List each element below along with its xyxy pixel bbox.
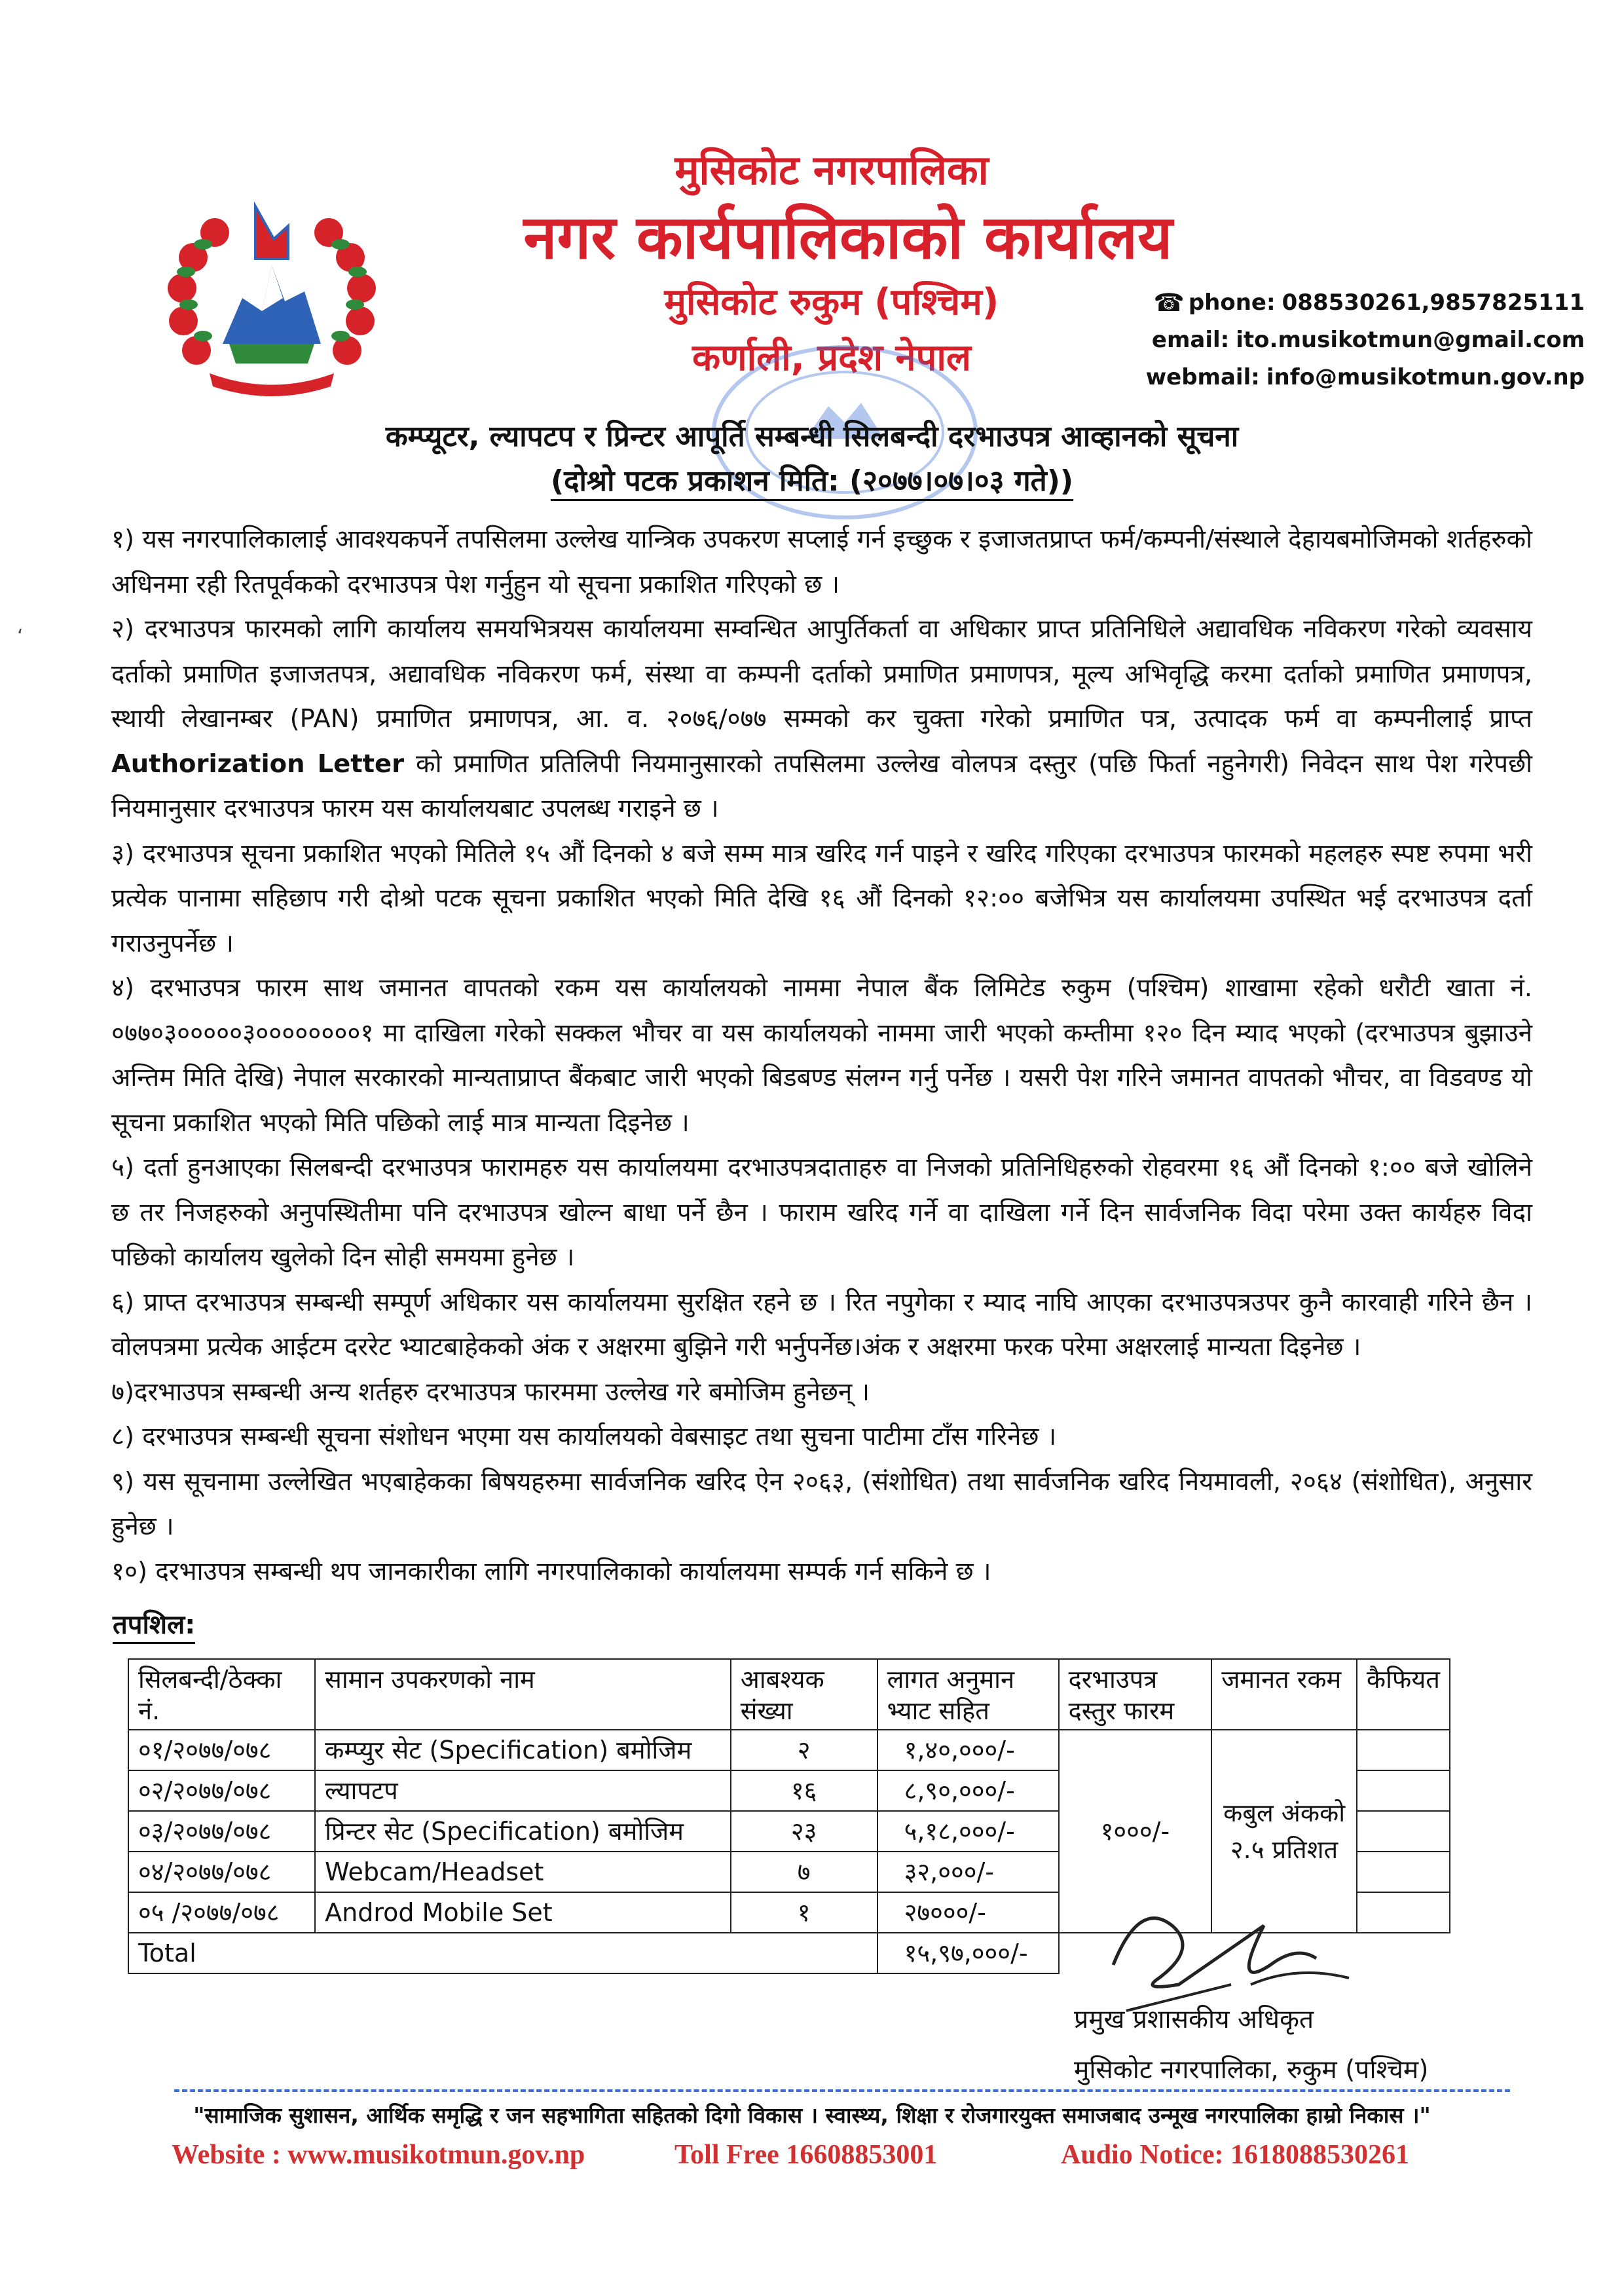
province-country: कर्णाली, प्रदेश नेपाल bbox=[692, 337, 971, 379]
clause-text: दरभाउपत्र फारमको लागि कार्यालय समयभित्रयस कार्यालयमा सम्वन्धित आपुर्तिकर्ता वा अधिकार प्राप्त प्रतिनिधिले अद्यावधिक नविकरण गरेको व्यवसाय दर्ताको प्रमाणित इजाजतपत्र, अद्यावधिक नविकरण फर्म, संस्था वा कम्पनी दर्ताको प्रमाणित प्रमाणपत्र, मूल्य अभिवृद्धि करमा दर्ताको प्रमाणित प्रमाणपत्र, स्थायी लेखानम्बर (PAN) प्रमाणित प्रमाणपत्र, आ. व. २०७६/०७७ सम्मको कर चुक्ता गरेको प्रमाणित पत्र, उत्पादक फर्म वा कम्पनीलाई प्राप्त bbox=[111, 614, 1532, 734]
remarks-cell bbox=[1357, 1811, 1450, 1852]
clause-text: दर्ता हुनआएका सिलबन्दी दरभाउपत्र फारामहरु यस कार्यालयमा दरभाउपत्रदाताहरु वा निजको प्रतिनिधिहरुको रोहवरमा १६ औं दिनको १:०० बजे खोलिने छ तर निजहरुको अनुपस्थितीमा पनि दरभाउपत्र खोल्न बाधा पर्ने छैन । फाराम खरिद गर्ने वा दाखिला गर्ने दिन सार्वजनिक विदा परेमा उक्त कार्यहरु विदा पछिको कार्यालय खुलेको दिन सोही समयमा हुनेछ । bbox=[111, 1153, 1532, 1272]
col-header-quantity: आबश्यक संख्या bbox=[731, 1659, 877, 1730]
telephone-icon: ☎ bbox=[1153, 288, 1185, 317]
signatory-office: मुसिकोट नगरपालिका, रुकुम (पश्चिम) bbox=[1074, 2055, 1429, 2085]
quantity-cell: ७ bbox=[731, 1852, 877, 1892]
clause bbox=[111, 517, 1532, 607]
item-name-cell: ल्यापटप bbox=[315, 1770, 731, 1811]
notice-clauses bbox=[111, 517, 1532, 1594]
schedule-label: तपशिल: bbox=[113, 1608, 195, 1644]
clause-text: दरभाउपत्र सूचना प्रकाशित भएको मितिले १५ औं दिनको ४ बजे सम्म मात्र खरिद गर्न पाइने र खरिद गरिएका दरभाउपत्र फारमको महलहरु स्पष्ट रुपमा भरी प्रत्येक पानामा सहिछाप गरी दोश्रो पटक सूचना प्रकाशित भएको मिति देखि १६ औं दिनको १२:०० बजेभित्र यस कार्यालयमा उपस्थित भई दरभाउपत्र दर्ता गराउनुपर्नेछ । bbox=[111, 838, 1532, 958]
clause-number: ४) bbox=[111, 973, 135, 1003]
clause-text: दरभाउपत्र सम्बन्धी अन्य शर्तहरु दरभाउपत्र फारममा उल्लेख गरे बमोजिम हुनेछन् । bbox=[134, 1377, 870, 1407]
footer-website: Website : www.musikotmun.gov.np bbox=[172, 2140, 585, 2170]
phone-label: phone: bbox=[1188, 289, 1276, 316]
item-name-cell: प्रिन्टर सेट (Specification) बमोजिम bbox=[315, 1811, 731, 1852]
col-header-cost-estimate: लागत अनुमान भ्याट सहित bbox=[877, 1659, 1059, 1730]
footer-toll-free: Toll Free 16608853001 bbox=[674, 2140, 938, 2170]
municipality-name: मुसिकोट नगरपालिका bbox=[674, 146, 989, 194]
notice-heading: कम्प्यूटर, ल्यापटप र प्रिन्टर आपूर्ति सम्बन्धी सिलबन्दी दरभाउपत्र आव्हानको सूचना bbox=[385, 420, 1239, 453]
nepal-emblem-icon bbox=[157, 187, 386, 403]
table-row bbox=[128, 1730, 1450, 1770]
clause bbox=[111, 1370, 1532, 1415]
clause-text: दरभाउपत्र फारम साथ जमानत वापतको रकम यस कार्यालयको नाममा नेपाल बैंक लिमिटेड रुकुम (पश्चिम) शाखामा रहेको धरौटी खाता नं. ०७७०३०००००३००००००००१ मा दाखिला गरेको सक्कल भौचर वा यस कार्यालयको नाममा जारी भएको कम्तीमा १२० दिन म्याद भएको (दरभाउपत्र बुझाउने अन्तिम मिति देखि) नेपाल सरकारको मान्यताप्राप्त बैंकबाट जारी भएको बिडबण्ड संलग्न गर्नु पर्नेछ । यसरी पेश गरिने जमानत वापतको भौचर, वा विडवण्ड यो सूचना प्रकाशित भएको मिति पछिको लाई मात्र मान्यता दिइनेछ । bbox=[111, 973, 1532, 1138]
tender-no-cell: ०१/२०७७/०७८ bbox=[128, 1730, 315, 1770]
phone-value: 088530261,9857825111 bbox=[1282, 289, 1585, 316]
cost-cell: ३२,०००/- bbox=[877, 1852, 1059, 1892]
handwritten-signature bbox=[1100, 1886, 1375, 2017]
email-line bbox=[1087, 326, 1585, 354]
clause-text: यस सूचनामा उल्लेखित भएबाहेकका बिषयहरुमा सार्वजनिक खरिद ऐन २०६३, (संशोधित) तथा सार्वजनिक खरिद नियमावली, २०६४ (संशोधित), अनुसार हुनेछ । bbox=[111, 1466, 1532, 1541]
clause bbox=[111, 832, 1532, 967]
clause-number: ८) bbox=[111, 1422, 135, 1451]
remarks-cell bbox=[1357, 1770, 1450, 1811]
clause bbox=[111, 966, 1532, 1146]
clause bbox=[111, 1146, 1532, 1280]
quantity-cell: १ bbox=[731, 1892, 877, 1933]
office-location: मुसिकोट रुकुम (पश्चिम) bbox=[664, 281, 999, 324]
total-value-cell: १५,९७,०००/- bbox=[877, 1933, 1059, 1973]
clause bbox=[111, 607, 1532, 832]
table-header-row bbox=[128, 1659, 1450, 1730]
office-name: नगर कार्यपालिकाको कार्यालय bbox=[523, 202, 1173, 272]
item-name-cell: Webcam/Headset bbox=[315, 1852, 731, 1892]
footer-audio-notice: Audio Notice: 1618088530261 bbox=[1061, 2140, 1409, 2170]
cost-cell: २७०००/- bbox=[877, 1892, 1059, 1933]
form-fee-cell: १०००/- bbox=[1059, 1730, 1212, 1933]
clause-number: ९) bbox=[111, 1466, 135, 1497]
tender-no-cell: ०२/२०७७/०७८ bbox=[128, 1770, 315, 1811]
clause-text: दरभाउपत्र सम्बन्धी सूचना संशोधन भएमा यस कार्यालयको वेबसाइट तथा सुचना पाटीमा टाँस गरिनेछ । bbox=[142, 1422, 1057, 1451]
tender-no-cell: ०३/२०७७/०७८ bbox=[128, 1811, 315, 1852]
clause bbox=[111, 1550, 1532, 1595]
cost-cell: ५,१८,०००/- bbox=[877, 1811, 1059, 1852]
col-header-tender-no: सिलबन्दी/ठेक्का नं. bbox=[128, 1659, 315, 1730]
security-cell: कबुल अंकको २.५ प्रतिशत bbox=[1211, 1730, 1357, 1933]
email-value: ito.musikotmun@gmail.com bbox=[1236, 327, 1585, 353]
footer-slogan: "सामाजिक सुशासन, आर्थिक समृद्धि र जन सहभागिता सहितको दिगो विकास । स्वास्थ्य, शिक्षा र रोजगारयुक्त समाजबाद उन्मूख नगरपालिका हाम्रो निकास ।" bbox=[193, 2102, 1431, 2128]
cost-cell: ८,९०,०००/- bbox=[877, 1770, 1059, 1811]
webmail-value: info@musikotmun.gov.np bbox=[1266, 364, 1585, 390]
clause-number: ५) bbox=[111, 1153, 135, 1182]
total-label-cell: Total bbox=[128, 1933, 877, 1973]
quantity-cell: २ bbox=[731, 1730, 877, 1770]
webmail-label: webmail: bbox=[1145, 364, 1260, 390]
clause-number: २) bbox=[111, 614, 135, 644]
webmail-line bbox=[1087, 363, 1585, 392]
clause bbox=[111, 1280, 1532, 1370]
publish-date: (दोश्रो पटक प्रकाशन मिति: (२०७७।०७।०३ गते)) bbox=[551, 464, 1073, 501]
clause-text: प्राप्त दरभाउपत्र सम्बन्धी सम्पूर्ण अधिकार यस कार्यालयमा सुरक्षित रहने छ । रित नपुगेका र म्याद नाघि आएका दरभाउपत्रउपर कुनै कारवाही गरिने छैन । वोलपत्रमा प्रत्येक आईटम दररेट भ्याटबाहेकको अंक र अक्षरमा बुझिने गरी भर्नुपर्नेछ।अंक र अक्षरमा फरक परेमा अक्षरलाई मान्यता दिइनेछ । bbox=[111, 1287, 1532, 1362]
clause-number: ७) bbox=[111, 1377, 135, 1407]
quantity-cell: २३ bbox=[731, 1811, 877, 1852]
footer-divider bbox=[174, 2089, 1510, 2092]
margin-mark: ʻ bbox=[17, 625, 24, 648]
clause bbox=[111, 1415, 1532, 1460]
clause bbox=[111, 1460, 1532, 1550]
remarks-cell bbox=[1357, 1730, 1450, 1770]
col-header-security: जमानत रकम bbox=[1211, 1659, 1357, 1730]
signatory-title: प्रमुख प्रशासकीय अधिकृत bbox=[1074, 2005, 1314, 2034]
item-name-cell: Androd Mobile Set bbox=[315, 1892, 731, 1933]
tender-no-cell: ०४/२०७७/०७८ bbox=[128, 1852, 315, 1892]
email-label: email: bbox=[1151, 327, 1230, 353]
clause-text: यस नगरपालिकालाई आवश्यकपर्ने तपसिलमा उल्लेख यान्त्रिक उपकरण सप्लाई गर्न इच्छुक र इजाजतप्राप्त फर्म/कम्पनी/संस्थाले देहायबमोजिमको शर्तहरुको अधिनमा रही रितपूर्वकको दरभाउपत्र पेश गर्नुहुन यो सूचना प्रकाशित गरिएको छ । bbox=[111, 525, 1532, 599]
clause-text: दरभाउपत्र सम्बन्धी थप जानकारीका लागि नगरपालिकाको कार्यालयमा सम्पर्क गर्न सकिने छ । bbox=[155, 1556, 991, 1586]
col-header-remarks: कैफियत bbox=[1357, 1659, 1450, 1730]
col-header-item-name: सामान उपकरणको नाम bbox=[315, 1659, 731, 1730]
clause-number: ६) bbox=[111, 1287, 135, 1317]
notice-subheading bbox=[131, 462, 1493, 500]
clause-text: को प्रमाणित प्रतिलिपी नियमानुसारको तपसिलमा उल्लेख वोलपत्र दस्तुर (पछि फिर्ता नहुनेगरी) निवेदन साथ पेश गरेपछी नियमानुसार दरभाउपत्र फारम यस कार्यालयबाट उपलब्ध गराइने छ । bbox=[111, 749, 1533, 823]
cost-cell: १,४०,०००/- bbox=[877, 1730, 1059, 1770]
clause-number: १) bbox=[111, 525, 135, 554]
phone-line bbox=[1087, 288, 1585, 317]
quantity-cell: १६ bbox=[731, 1770, 877, 1811]
col-header-form-fee: दरभाउपत्र दस्तुर फारम bbox=[1059, 1659, 1212, 1730]
clause-number: ३) bbox=[111, 838, 135, 868]
authorization-letter-text: Authorization Letter bbox=[111, 749, 405, 779]
item-name-cell: कम्प्युर सेट (Specification) बमोजिम bbox=[315, 1730, 731, 1770]
clause-number: १०) bbox=[111, 1556, 148, 1586]
tender-no-cell: ०५ /२०७७/०७८ bbox=[128, 1892, 315, 1933]
